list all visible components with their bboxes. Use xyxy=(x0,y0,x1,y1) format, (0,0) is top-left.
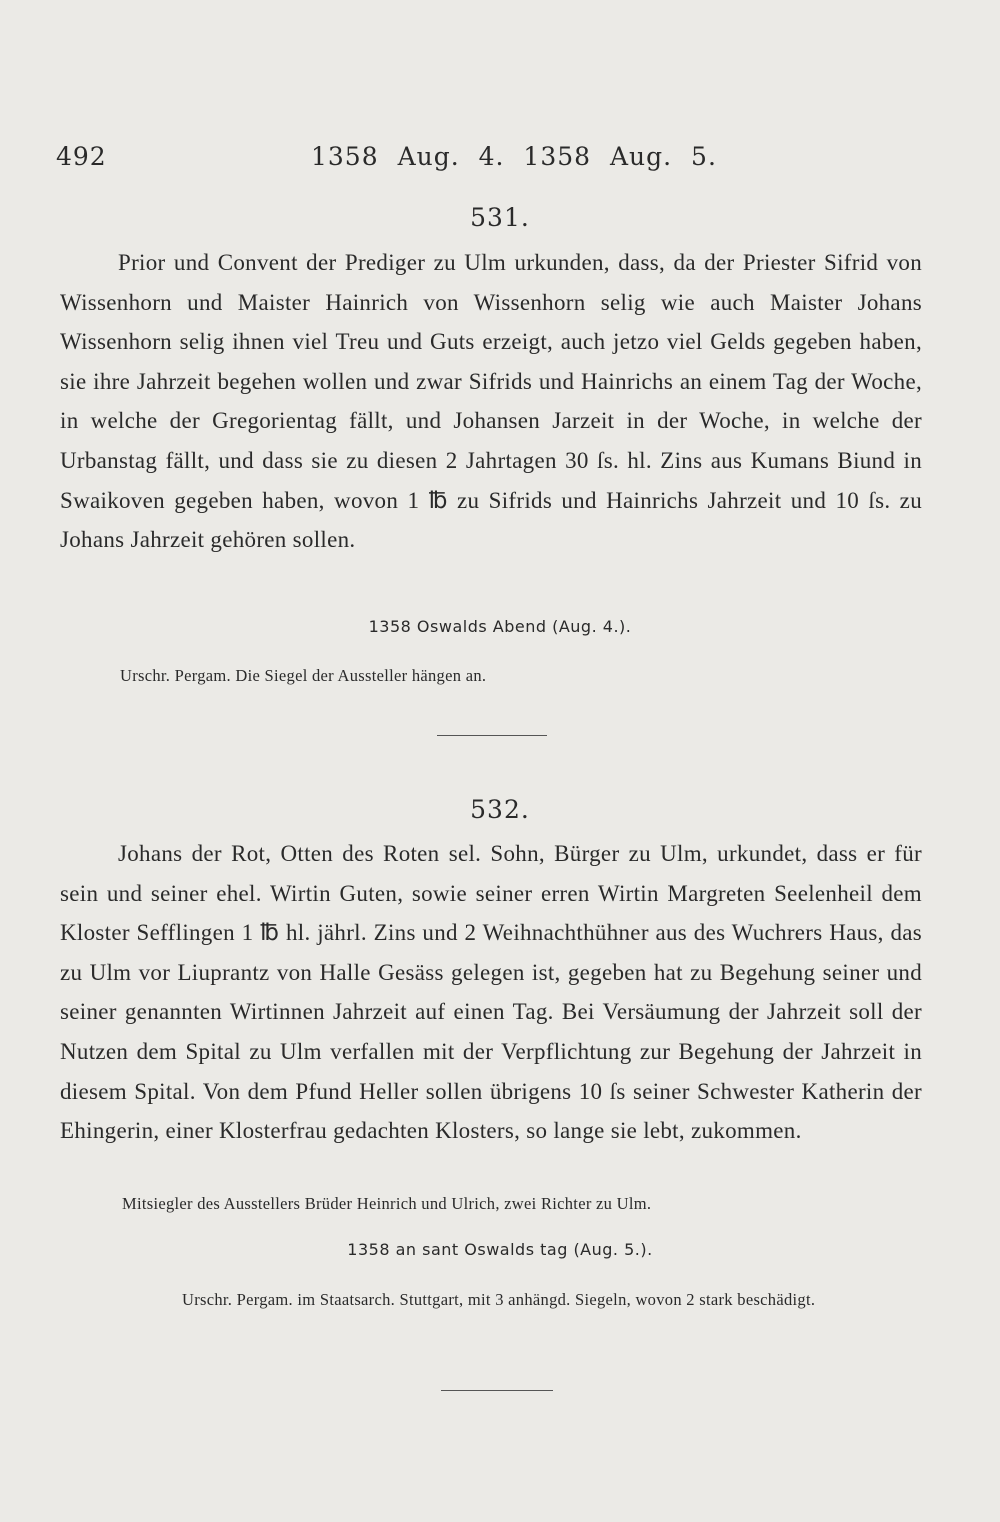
entry-number-531: 531. xyxy=(470,203,530,232)
entry-number-532: 532. xyxy=(470,795,530,824)
entry-532-witness-note: Mitsiegler des Ausstellers Brüder Heinrich und Ulrich, zwei Richter zu Ulm. xyxy=(122,1194,652,1213)
entry-531-text xyxy=(60,243,922,560)
entry-531-date: 1358 Oswalds Abend (Aug. 4.). xyxy=(368,617,632,636)
entry-532-date: 1358 an sant Oswalds tag (Aug. 5.). xyxy=(347,1240,653,1259)
entry-531-body: Prior und Convent der Prediger zu Ulm urkunden, dass, da der Priester Sifrid von Wissenhorn und Maister Hainrich von Wissenhorn selig wie auch Maister Johans Wissenhorn selig ihnen viel Treu und Guts erzeigt, auch jetzo viel Gelds gegeben haben, sie ihre Jahrzeit begehen wollen und zwar Sifrids und Hainrichs an einem Tag der Woche, in welche der Gregorientag fällt, und Johansen Jarzeit in der Woche, in welche der Urbanstag fällt, und dass sie zu diesen 2 Jahrtagen 30 ſs. hl. Zins aus Kumans Biund in Swaikoven gegeben haben, wovon 1 ℔ zu Sifrids und Hainrichs Jahrzeit und 10 ſs. zu Johans Jahrzeit gehören sollen. xyxy=(60,250,922,553)
entry-532-body: Johans der Rot, Otten des Roten sel. Sohn, Bürger zu Ulm, urkundet, dass er für sein und seiner ehel. Wirtin Guten, sowie seiner erren Wirtin Margreten Seelenheil dem Kloster Sefflingen 1 ℔ hl. jährl. Zins und 2 Weihnachthühner aus des Wuchrers Haus, das zu Ulm vor Liuprantz von Halle Gesäss gelegen ist, gegeben hat zu Begehung seiner und seiner genannten Wirtinnen Jahrzeit auf einen Tag. Bei Versäumung der Jahrzeit soll der Nutzen dem Spital zu Ulm verfallen mit der Verpflichtung zur Begehung der Jahrzeit in diesem Spital. Von dem Pfund Heller sollen übrigens 10 ſs seiner Schwester Katherin der Ehingerin, einer Klosterfrau gedachten Klosters, so lange sie lebt, zukommen. xyxy=(60,841,922,1144)
page-number: 492 xyxy=(56,142,107,171)
entry-532-source-note: Urschr. Pergam. im Staatsarch. Stuttgart, mit 3 anhängd. Siegeln, wovon 2 stark beschädigt. xyxy=(182,1290,816,1309)
entry-531-source-note: Urschr. Pergam. Die Siegel der Aussteller hängen an. xyxy=(120,666,487,685)
entry-532-text xyxy=(60,834,922,1151)
page-header xyxy=(56,142,936,182)
running-head: 1358 Aug. 4. 1358 Aug. 5. xyxy=(311,142,717,171)
section-divider xyxy=(441,1390,553,1391)
section-divider xyxy=(437,735,547,736)
